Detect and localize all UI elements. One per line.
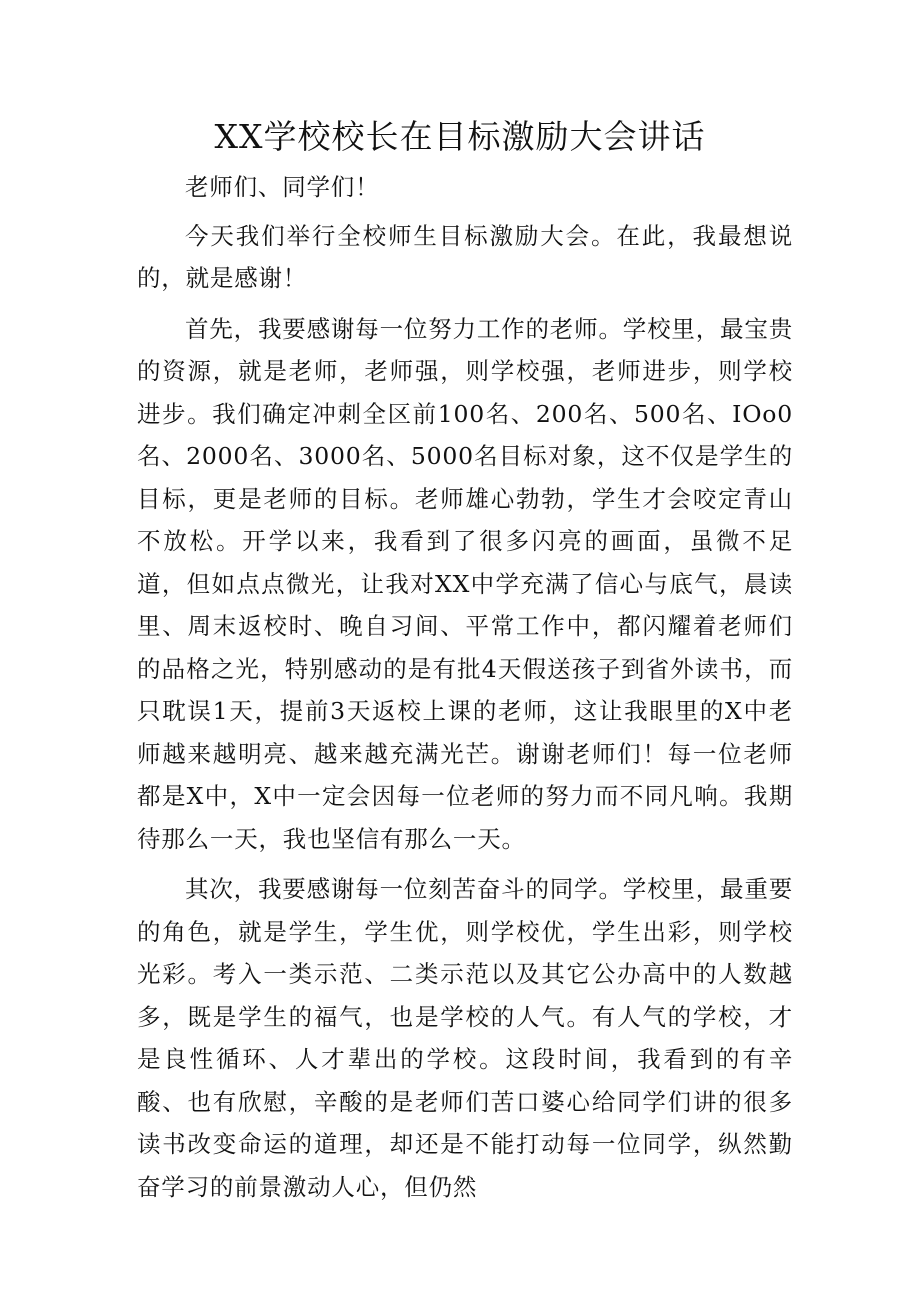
salutation-paragraph: 老师们、同学们！ bbox=[185, 173, 380, 201]
document-body bbox=[137, 166, 793, 1216]
document-title: XX学校校长在目标激励大会讲话 bbox=[214, 117, 706, 156]
students-paragraph: 其次，我要感谢每一位刻苦奋斗的同学。学校里，最重要的角色，就是学生，学生优，则学校优，学生出彩，则学校光彩。考入一类示范、二类示范以及其它公办高中的人数越多，既是学生的福气，也是学校的人气。有人气的学校，才是良性循环、人才辈出的学校。这段时间，我看到的有辛酸、也有欣慰，辛酸的是老师们苦口婆心给同学们讲的很多读书改变命运的道理，却还是不能打动每一位同学，纵然勤奋学习的前景激动人心，但仍然 bbox=[137, 875, 793, 1201]
intro-paragraph: 今天我们举行全校师生目标激励大会。在此，我最想说的，就是感谢！ bbox=[137, 221, 793, 292]
teachers-paragraph: 首先，我要感谢每一位努力工作的老师。学校里，最宝贵的资源，就是老师，老师强，则学校强，老师进步，则学校进步。我们确定冲刺全区前100名、200名、500名、IOo0名、2000名、3000名、5000名目标对象，这不仅是学生的目标，更是老师的目标。老师雄心勃勃，学生才会咬定青山不放松。开学以来，我看到了很多闪亮的画面，虽微不足道，但如点点微光，让我对XX中学充满了信心与底气，晨读里、周末返校时、晚自习间、平常工作中，都闪耀着老师们的品格之光，特别感动的是有批4天假送孩子到省外读书，而只耽误1天，提前3天返校上课的老师，这让我眼里的X中老师越来越明亮、越来越充满光芒。谢谢老师们！每一位老师都是X中，X中一定会因每一位老师的努力而不同凡响。我期待那么一天，我也坚信有那么一天。 bbox=[137, 314, 793, 853]
